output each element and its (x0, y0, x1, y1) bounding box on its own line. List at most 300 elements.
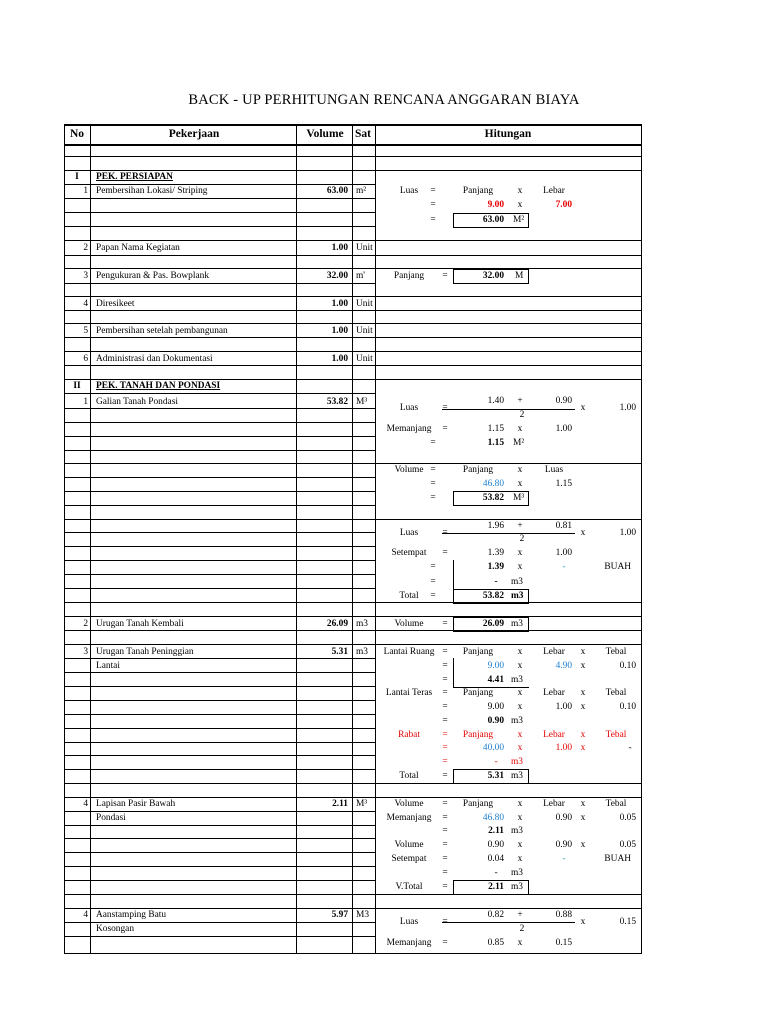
table-cell: Urugan Tanah Kembali (96, 619, 184, 629)
table-cell: 0.90 (487, 716, 504, 726)
table-cell: V.Total (395, 882, 423, 892)
row-divider (64, 825, 375, 826)
table-cell: 2 (83, 619, 88, 629)
table-cell: 6 (83, 354, 88, 364)
table-cell: x (517, 465, 523, 475)
table-cell: Volume (394, 619, 424, 629)
row-divider (64, 519, 375, 520)
row-divider (64, 393, 375, 394)
table-cell: = (442, 882, 448, 892)
row-divider (375, 351, 642, 352)
table-cell: x (517, 186, 523, 196)
table-cell: x (580, 813, 586, 823)
table-cell: = (442, 813, 448, 823)
row-divider (64, 463, 375, 464)
table-cell: Panjang (462, 647, 494, 657)
table-cell: = (442, 675, 448, 685)
table-cell: 0.88 (555, 910, 572, 920)
table-cell: Tebal (605, 647, 627, 657)
table-cell: 2 (519, 924, 525, 934)
table-cell: 0.05 (619, 813, 636, 823)
row-divider (64, 714, 375, 715)
row-divider (64, 630, 375, 631)
table-cell: - (494, 577, 498, 587)
table-cell: = (442, 661, 448, 671)
table-cell: Pengukuran & Pas. Bowplank (96, 271, 210, 281)
row-divider (64, 365, 375, 366)
table-cell: Lebar (543, 688, 565, 698)
row-divider (64, 560, 375, 561)
table-cell: Unit (356, 326, 373, 336)
table-cell: Tebal (605, 730, 627, 740)
table-cell: + (517, 910, 523, 920)
table-cell: Total (399, 591, 419, 601)
row-divider (375, 379, 642, 380)
table-cell: m3 (356, 619, 368, 629)
table-cell: 53.82 (482, 493, 504, 503)
table-cell: 5.97 (331, 910, 348, 920)
table-cell: M² (513, 215, 525, 225)
table-cell: I (75, 172, 79, 182)
table-cell: M² (513, 438, 525, 448)
row-divider (64, 769, 375, 770)
row-divider (375, 255, 642, 256)
table-cell: 0.10 (619, 702, 636, 712)
table-cell: = (430, 200, 436, 210)
table-cell: M³ (356, 799, 368, 809)
table-cell: = (442, 688, 448, 698)
row-divider (64, 546, 375, 547)
table-cell: PEK. PERSIAPAN (96, 172, 173, 182)
row-divider (64, 283, 375, 284)
table-cell: 3 (83, 647, 88, 657)
row-divider (64, 866, 375, 867)
calculation-table (64, 124, 642, 954)
table-cell: 1.96 (487, 521, 504, 531)
table-cell: = (442, 271, 448, 281)
table-cell: M³ (356, 397, 368, 407)
table-cell: 1.40 (487, 396, 504, 406)
table-border-bottom (64, 953, 642, 954)
table-cell: = (442, 548, 448, 558)
table-cell: x (580, 799, 586, 809)
table-cell: Setempat (391, 854, 427, 864)
table-cell: Luas (399, 403, 419, 413)
table-cell: 0.90 (555, 813, 572, 823)
table-cell: m3 (511, 577, 523, 587)
table-cell: M3 (356, 910, 370, 920)
table-cell: 26.09 (326, 619, 348, 629)
row-divider (64, 296, 375, 297)
table-cell: m3 (511, 771, 523, 781)
header-sat: Sat (355, 128, 371, 140)
table-cell: Luas (399, 186, 419, 196)
table-cell: x (580, 528, 586, 538)
table-cell: Papan Nama Kegiatan (96, 243, 180, 253)
table-cell: Pembersihan Lokasi/ Striping (96, 186, 208, 196)
table-cell: = (442, 716, 448, 726)
table-cell: 0.90 (555, 396, 572, 406)
table-cell: = (442, 424, 448, 434)
table-cell: 1.00 (331, 354, 348, 364)
row-divider (64, 728, 375, 729)
table-cell: x (580, 702, 586, 712)
table-cell: Memanjang (386, 938, 432, 948)
table-cell: x (517, 562, 523, 572)
row-divider (64, 337, 375, 338)
table-cell: 4.90 (555, 661, 572, 671)
table-cell: 3 (83, 271, 88, 281)
table-cell: = (442, 757, 448, 767)
table-cell: 4 (83, 299, 88, 309)
table-cell: 40.00 (482, 743, 504, 753)
column-divider (352, 124, 353, 954)
row-divider (64, 212, 375, 213)
table-cell: Lantai Teras (385, 688, 433, 698)
table-cell: 1.00 (619, 403, 636, 413)
table-cell: Panjang (462, 688, 494, 698)
row-divider (64, 240, 375, 241)
table-cell: m3 (356, 647, 368, 657)
row-divider (64, 268, 375, 269)
table-cell: Aanstamping Batu (96, 910, 167, 920)
row-divider (64, 742, 375, 743)
table-cell: 1.00 (331, 243, 348, 253)
row-divider (64, 880, 375, 881)
table-cell: 26.09 (482, 619, 504, 629)
table-cell: m' (356, 271, 365, 281)
table-cell: Volume (394, 840, 424, 850)
row-divider (64, 936, 375, 937)
table-cell: BUAH (604, 854, 631, 864)
table-cell: x (517, 840, 523, 850)
table-cell: x (517, 854, 523, 864)
table-cell: x (580, 647, 586, 657)
table-cell: x (517, 661, 523, 671)
row-divider (64, 574, 375, 575)
table-cell: x (517, 743, 523, 753)
row-divider (64, 226, 375, 227)
table-cell: 0.82 (487, 910, 504, 920)
table-cell: - (494, 868, 498, 878)
table-cell: m3 (511, 882, 523, 892)
table-cell: 2 (83, 243, 88, 253)
table-cell: = (430, 577, 436, 587)
row-divider (64, 700, 375, 701)
row-divider (375, 170, 642, 171)
table-cell: x (517, 647, 523, 657)
table-cell: 32.00 (482, 271, 504, 281)
table-cell: = (442, 403, 448, 413)
table-cell: Lapisan Pasir Bawah (96, 799, 176, 809)
table-cell: x (580, 730, 586, 740)
row-divider (64, 310, 375, 311)
row-divider (64, 644, 375, 645)
table-cell: x (517, 813, 523, 823)
table-cell: PEK. TANAH DAN PONDASI (96, 381, 221, 391)
table-cell: = (442, 917, 448, 927)
table-cell: 7.00 (555, 200, 572, 210)
table-cell: 1.15 (487, 438, 504, 448)
header-pekerjaan: Pekerjaan (168, 128, 220, 140)
table-cell: = (442, 702, 448, 712)
row-divider (64, 852, 375, 853)
row-divider (64, 755, 375, 756)
table-cell: = (442, 647, 448, 657)
table-cell: 46.80 (482, 813, 504, 823)
table-cell: - (562, 854, 566, 864)
row-divider (64, 422, 375, 423)
table-cell: 5.31 (331, 647, 348, 657)
row-divider (64, 408, 375, 409)
table-cell: 1.00 (331, 299, 348, 309)
table-border-right (641, 124, 642, 954)
table-cell: x (517, 424, 523, 434)
table-cell: x (517, 799, 523, 809)
row-divider (64, 436, 375, 437)
row-divider (64, 616, 375, 617)
table-cell: 0.90 (487, 840, 504, 850)
table-cell: x (517, 688, 523, 698)
bracket-left (453, 658, 454, 687)
table-cell: Lebar (543, 186, 565, 196)
table-cell: 1 (83, 186, 88, 196)
table-cell: = (442, 854, 448, 864)
table-cell: - (562, 562, 566, 572)
table-cell: 4 (83, 799, 88, 809)
table-cell: 32.00 (326, 271, 348, 281)
table-cell: Luas (399, 528, 419, 538)
table-cell: = (442, 840, 448, 850)
table-cell: Kosongan (96, 924, 135, 934)
table-cell: 9.00 (487, 702, 504, 712)
header-no: No (69, 128, 85, 140)
row-divider (64, 351, 375, 352)
table-cell: 0.90 (555, 840, 572, 850)
row-divider (64, 838, 375, 839)
table-cell: 1.00 (619, 528, 636, 538)
row-divider (64, 686, 375, 687)
row-divider (64, 450, 375, 451)
table-cell: + (517, 521, 523, 531)
table-cell: 1 (83, 397, 88, 407)
header-divider (64, 144, 642, 146)
row-divider (64, 658, 375, 659)
table-cell: - (628, 743, 632, 753)
table-cell: Panjang (462, 799, 494, 809)
table-cell: Unit (356, 299, 373, 309)
table-cell: Rabat (398, 730, 420, 740)
row-divider (64, 894, 375, 895)
table-cell: = (430, 438, 436, 448)
table-cell: x (517, 702, 523, 712)
table-cell: x (580, 403, 586, 413)
table-cell: Unit (356, 243, 373, 253)
table-cell: Memanjang (386, 813, 432, 823)
table-cell: = (442, 799, 448, 809)
table-cell: Setempat (391, 548, 427, 558)
table-cell: x (580, 840, 586, 850)
table-cell: 9.00 (487, 200, 504, 210)
row-divider (64, 588, 375, 589)
fraction-bar (442, 533, 575, 534)
row-divider (64, 491, 375, 492)
table-cell: x (580, 688, 586, 698)
table-cell: Volume (394, 799, 424, 809)
table-cell: 5 (83, 326, 88, 336)
table-cell: = (442, 730, 448, 740)
table-cell: = (430, 186, 436, 196)
table-cell: BUAH (604, 562, 631, 572)
table-cell: = (442, 826, 448, 836)
table-cell: m3 (511, 591, 524, 601)
table-cell: 1.39 (487, 562, 504, 572)
table-cell: = (442, 528, 448, 538)
row-divider (375, 519, 642, 520)
table-cell: Pembersihan setelah pembangunan (96, 326, 228, 336)
table-cell: 9.00 (487, 661, 504, 671)
table-cell: Lantai (96, 661, 120, 671)
table-cell: 46.80 (482, 479, 504, 489)
table-cell: Tebal (605, 799, 627, 809)
table-cell: Total (399, 771, 419, 781)
table-cell: 1.00 (555, 702, 572, 712)
table-cell: Panjang (393, 271, 425, 281)
table-cell: 2.11 (332, 799, 348, 809)
table-cell: Pondasi (96, 813, 126, 823)
table-cell: x (517, 548, 523, 558)
table-cell: Galian Tanah Pondasi (96, 397, 178, 407)
table-cell: Administrasi dan Dokumentasi (96, 354, 213, 364)
table-cell: 1.00 (555, 424, 572, 434)
table-cell: x (517, 730, 523, 740)
table-cell: = (430, 562, 436, 572)
table-cell: Luas (399, 917, 419, 927)
table-cell: = (430, 465, 436, 475)
table-cell: 1.15 (487, 424, 504, 434)
table-cell: 0.85 (487, 938, 504, 948)
table-cell: = (430, 479, 436, 489)
column-divider (296, 124, 297, 954)
table-cell: 1.39 (487, 548, 504, 558)
row-divider (64, 477, 375, 478)
table-cell: Urugan Tanah Peninggian (96, 647, 194, 657)
table-cell: 0.04 (487, 854, 504, 864)
table-cell: 4 (83, 910, 88, 920)
table-cell: Lebar (543, 799, 565, 809)
table-cell: x (517, 200, 523, 210)
row-divider (375, 908, 642, 909)
table-cell: 2 (519, 410, 525, 420)
bracket-left (453, 560, 454, 589)
table-cell: 2.11 (488, 882, 504, 892)
table-cell: m3 (511, 716, 523, 726)
table-cell: Diresikeet (96, 299, 135, 309)
table-cell: = (430, 591, 436, 601)
table-cell: x (580, 917, 586, 927)
table-cell: 0.81 (555, 521, 572, 531)
table-cell: Panjang (462, 730, 494, 740)
table-cell: Unit (356, 354, 373, 364)
row-divider (375, 644, 642, 645)
table-cell: II (73, 381, 81, 391)
table-cell: - (494, 757, 498, 767)
table-cell: = (442, 619, 448, 629)
table-cell: Volume (394, 465, 424, 475)
column-divider (375, 124, 376, 954)
table-cell: Lebar (543, 730, 565, 740)
table-cell: 53.82 (326, 397, 348, 407)
table-cell: 0.15 (619, 917, 636, 927)
table-cell: Lebar (543, 647, 565, 657)
table-cell: 5.31 (487, 771, 504, 781)
row-divider (64, 323, 375, 324)
table-cell: M (515, 271, 524, 281)
table-cell: Panjang (462, 186, 494, 196)
table-cell: x (517, 479, 523, 489)
table-cell: Panjang (462, 465, 494, 475)
row-divider (64, 255, 375, 256)
row-divider (375, 323, 642, 324)
table-cell: 0.15 (555, 938, 572, 948)
table-cell: 63.00 (326, 186, 348, 196)
row-divider (64, 602, 375, 603)
row-divider (375, 296, 642, 297)
table-cell: 1.15 (555, 479, 572, 489)
row-divider (375, 240, 642, 241)
row-divider (375, 310, 642, 311)
table-cell: x (580, 743, 586, 753)
column-divider (90, 124, 91, 954)
table-cell: = (442, 743, 448, 753)
table-cell: Tebal (605, 688, 627, 698)
table-cell: m² (356, 186, 367, 196)
table-cell: Lantai Ruang (383, 647, 435, 657)
table-cell: 1.00 (331, 326, 348, 336)
table-cell: x (517, 938, 523, 948)
table-cell: 53.82 (482, 591, 504, 601)
fraction-bar (442, 922, 575, 923)
row-divider (64, 532, 375, 533)
row-divider (64, 783, 375, 784)
fraction-bar (442, 409, 575, 410)
table-cell: m3 (511, 826, 523, 836)
table-cell: m3 (511, 757, 523, 767)
table-cell: x (580, 661, 586, 671)
table-cell: m3 (511, 675, 523, 685)
table-cell: 2.11 (488, 826, 504, 836)
row-divider (64, 672, 375, 673)
table-cell: 1.00 (555, 743, 572, 753)
table-cell: Memanjang (386, 424, 432, 434)
row-divider (64, 198, 375, 199)
table-cell: = (442, 938, 448, 948)
row-divider (375, 337, 642, 338)
row-divider (64, 156, 375, 157)
header-volume: Volume (306, 128, 344, 140)
page-title: BACK - UP PERHITUNGAN RENCANA ANGGARAN BIAYA (188, 92, 580, 108)
header-hitungan: Hitungan (484, 128, 532, 140)
table-cell: 1.00 (555, 548, 572, 558)
table-cell: m3 (511, 619, 523, 629)
table-cell: 0.05 (619, 840, 636, 850)
table-cell: M³ (513, 493, 525, 503)
table-cell: Luas (544, 465, 564, 475)
table-cell: 2 (519, 534, 525, 544)
table-cell: + (517, 396, 523, 406)
table-cell: 63.00 (482, 215, 504, 225)
table-cell: = (442, 771, 448, 781)
